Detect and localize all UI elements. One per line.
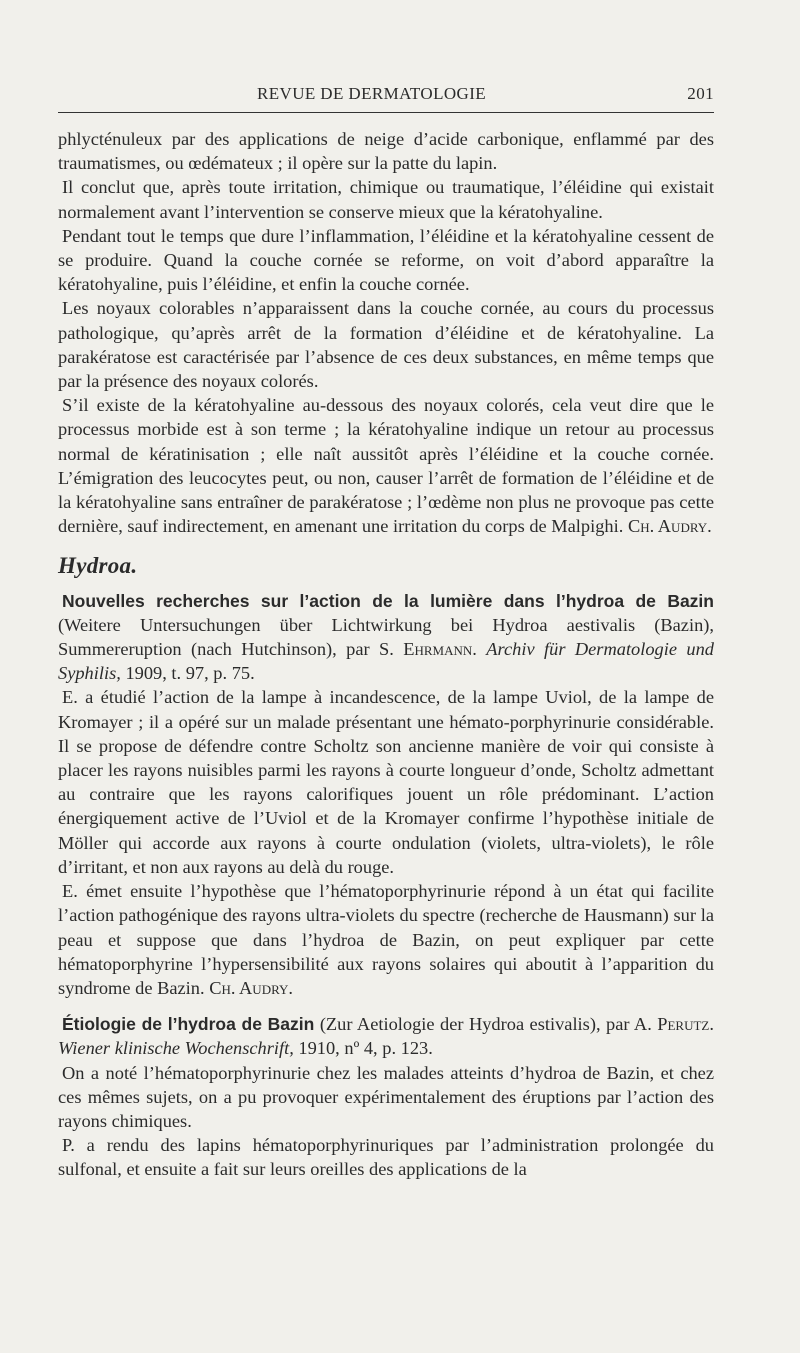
journal-ref: 1909, t. 97, p. 75. bbox=[120, 663, 255, 684]
paragraph bbox=[58, 879, 714, 1000]
paragraph: phlycténuleux par des applications de neige d’acide carbonique, enflammé par des traumatismes, ou œdémateux ; il opère sur la patte du lapin. bbox=[58, 129, 714, 174]
running-head bbox=[58, 84, 714, 110]
journal-name: Wiener klinische Wochenschrift, bbox=[58, 1038, 294, 1059]
paragraph: Pendant tout le temps que dure l’inflammation, l’éléidine et la kératohyaline cessent de se produire. Quand la couche cornée se reforme, on voit d’abord apparaître la kératohyaline, puis l’éléidine, et enfin la couche cornée. bbox=[58, 225, 714, 295]
paragraph: E. a étudié l’action de la lampe à incandescence, de la lampe Uviol, de la lampe de Kromayer ; il a opéré sur un malade présentant une hémato-porphyrinurie considérable. Il se propose de défendre contre Scholtz son ancienne manière de voir qui consiste à placer les rayons nuisibles parmi les rayons à courte longueur d’onde, Scholtz admettant au contraire que les rayons calorifiques jouent un rôle prédominant. L’action énergiquement active de l’Uviol et de la Kromayer confirme l’hypothèse initiale de Möller qui accorde aux rayons à courte ondulation (violets, ultra-violets), le rôle d’irritant, et non aux rayons au delà du rouge. bbox=[58, 687, 714, 877]
page-number: 201 bbox=[687, 84, 714, 103]
journal-name: Archiv für Dermatologie und Syphilis, bbox=[58, 639, 714, 684]
paragraph bbox=[58, 393, 714, 538]
paragraph: Les noyaux colorables n’apparaissent dans la couche cornée, au cours du processus pathologique, qu’après arrêt de la formation d’éléidine et de kératohyaline. La parakératose est caractérisée par l’absence de ces deux substances, en même temps que par la présence des noyaux colorés. bbox=[58, 298, 714, 392]
article-citation: (Weitere Untersuchungen über Lichtwirkung bei Hydroa aestivalis (Bazin), Summereruption (nach Hutchinson), par S. bbox=[58, 614, 714, 660]
spacer bbox=[58, 1000, 714, 1012]
journal-ref: 1910, nº 4, p. 123. bbox=[293, 1038, 433, 1059]
separator: . bbox=[709, 1014, 714, 1035]
paragraph: P. a rendu des lapins hématoporphyrinuriques par l’administration prolongée du sulfonal, et ensuite a fait sur leurs oreilles des applications de la bbox=[58, 1135, 714, 1180]
paragraph: On a noté l’hématoporphyrinurie chez les malades atteints d’hydroa de Bazin, et chez ces mêmes sujets, on a pu provoquer expérimentalement des éruptions par l’action des rayons chimiques. bbox=[58, 1062, 714, 1131]
running-title: REVUE DE DERMATOLOGIE bbox=[257, 84, 487, 103]
header-rule bbox=[58, 112, 714, 113]
article-title: Nouvelles recherches sur l’action de la lumière dans l’hydroa de Bazin bbox=[62, 590, 714, 611]
article-title: Étiologie de l’hydroa de Bazin bbox=[62, 1014, 315, 1035]
paragraph-text: E. émet ensuite l’hypothèse que l’hématoporphyrinurie répond à un état qui facilite l’action pathogénique des rayons ultra-violets du spectre (recherche de Hausmann) sur la peau et suppose que dans l’hydroa de Bazin, on peut expliquer par cette hématoporphyrine l’hypersensibilité aux rayons solaires qui aboutit à l’apparition du syndrome de Bazin. bbox=[58, 881, 714, 998]
body-text bbox=[58, 127, 714, 1182]
article-heading bbox=[58, 1012, 714, 1060]
signature: Ch. Audry. bbox=[627, 516, 712, 537]
article-citation: (Zur Aetiologie der Hydroa estivalis), par A. bbox=[314, 1014, 658, 1035]
article-heading: Nouvelles recherches sur l’action de la lumière dans l’hydroa de Bazin (Weitere Untersuchungen über Lichtwirkung bei Hydroa aestivalis (Bazin), Summereruption (nach Hutchinson), par S. Ehrmann. Archiv für Dermatologie und Syphilis, 1909, t. 97, p. 75. bbox=[58, 590, 714, 684]
article-author: Perutz bbox=[657, 1014, 710, 1035]
paragraph-text: S’il existe de la kératohyaline au-dessous des noyaux colorés, cela veut dire que le processus morbide est à son terme ; la kératohyaline indique un retour au processus normal de kératinisation ; elle naît aussitôt après l’éléidine et la couche cornée. L’émigration des leucocytes peut, ou non, causer l’arrêt de formation de l’éléidine et de la kératohyaline sans entraîner de parakératose ; l’œdème non plus ne provoque pas cette dernière, sauf indirectement, en amenant une irritation du corps de Malpighi. bbox=[58, 395, 714, 537]
paragraph: Il conclut que, après toute irritation, chimique ou traumatique, l’éléidine qui existait normalement avant l’intervention se conserve mieux que la kératohyaline. bbox=[58, 177, 714, 222]
article-author: Ehrmann bbox=[403, 639, 473, 660]
signature: Ch. Audry. bbox=[209, 977, 294, 998]
section-title: Hydroa. bbox=[58, 553, 138, 579]
